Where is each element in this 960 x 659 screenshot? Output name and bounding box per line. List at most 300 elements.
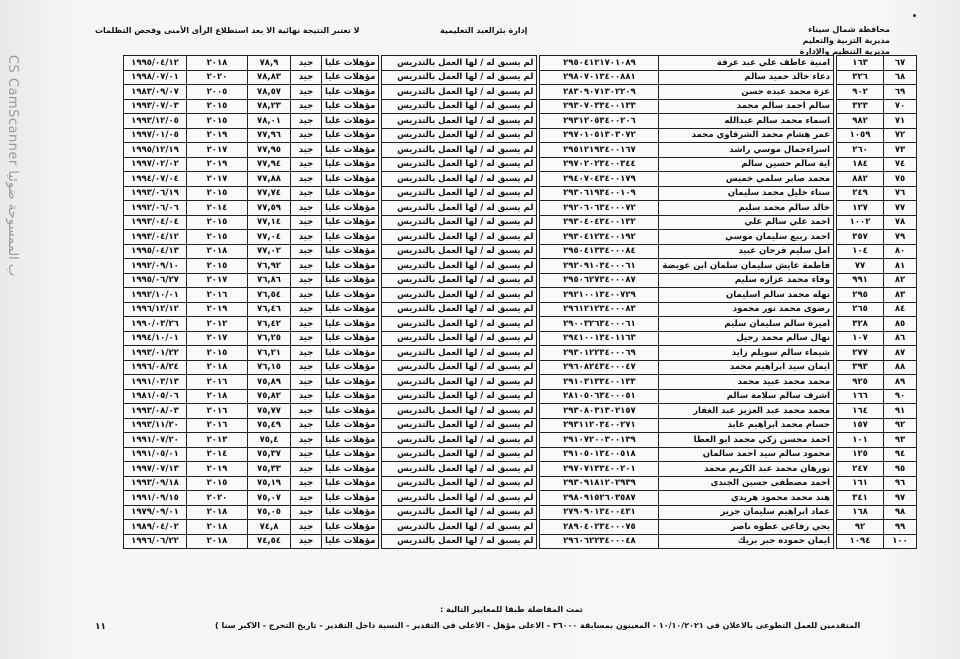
percentage-cell: ٧٧,١٤ — [248, 215, 291, 230]
serial-cell: ٨٨ — [884, 360, 917, 375]
table-row — [124, 447, 917, 462]
code-cell: ١٢٥ — [837, 447, 884, 462]
column-gap — [379, 128, 382, 143]
status-cell: لم يسبق له / لها العمل بالتدريس — [382, 99, 537, 114]
column-gap — [537, 244, 540, 259]
birth-date-cell: ١٩٩١/٠٥/٠١ — [124, 447, 187, 462]
qualification-cell: مؤهلات عليا — [322, 70, 379, 85]
name-cell: ايمان سيد ابراهيم محمد — [659, 360, 834, 375]
graduation-year-cell: ٢٠١٥ — [187, 476, 248, 491]
grade-cell: جيد — [291, 418, 322, 433]
name-cell: حسام محمد ابراهيم عابد — [659, 418, 834, 433]
name-cell: عماد ابراهيم سليمان جرير — [659, 505, 834, 520]
national-id-cell: ٢٩٧٠٢٠٢٣٤٠٠٣٤٤ — [540, 157, 659, 172]
scan-speck — [913, 14, 916, 17]
name-cell: احمد مصطفى حسين الجندى — [659, 476, 834, 491]
percentage-cell: ٧٦,١٥ — [248, 360, 291, 375]
column-gap — [834, 491, 837, 506]
qualification-cell: مؤهلات عليا — [322, 259, 379, 274]
graduation-year-cell: ٢٠١٨ — [187, 244, 248, 259]
name-cell: اميرة سالم سليمان سليم — [659, 317, 834, 332]
graduation-year-cell: ٢٠١٧ — [187, 172, 248, 187]
serial-cell: ٩٩ — [884, 520, 917, 535]
national-id-cell: ٢٩٢٠٦٠٦٣٤٠٠٠٧٢ — [540, 201, 659, 216]
birth-date-cell: ١٩٩٧/٠١/٠٥ — [124, 128, 187, 143]
national-id-cell: ٢٩١٠٣١٣٣٤٠٠١٣٣ — [540, 375, 659, 390]
status-cell: لم يسبق له / لها العمل بالتدريس — [382, 157, 537, 172]
column-gap — [834, 447, 837, 462]
grade-cell: جيد — [291, 70, 322, 85]
serial-cell: ٧٧ — [884, 201, 917, 216]
table-row — [124, 230, 917, 245]
grade-cell: جيد — [291, 462, 322, 477]
status-cell: لم يسبق له / لها العمل بالتدريس — [382, 418, 537, 433]
name-cell: عزة محمد عبده حسن — [659, 85, 834, 100]
status-cell: لم يسبق له / لها العمل بالتدريس — [382, 447, 537, 462]
name-cell: اية سالم حسين سالم — [659, 157, 834, 172]
table-row — [124, 331, 917, 346]
column-gap — [379, 56, 382, 71]
national-id-cell: ٢٩٤٠٧٠٤٣٤٠٠١٧٩ — [540, 172, 659, 187]
column-gap — [537, 447, 540, 462]
column-gap — [834, 389, 837, 404]
qualification-cell: مؤهلات عليا — [322, 375, 379, 390]
grade-cell: جيد — [291, 273, 322, 288]
grade-cell: جيد — [291, 85, 322, 100]
code-cell: ٢٤٧ — [837, 462, 884, 477]
percentage-cell: ٧٦,٢٥ — [248, 331, 291, 346]
graduation-year-cell: ٢٠١٦ — [187, 288, 248, 303]
column-gap — [834, 462, 837, 477]
code-cell: ٣٤١ — [837, 491, 884, 506]
table-row — [124, 288, 917, 303]
table-row — [124, 418, 917, 433]
qualification-cell: مؤهلات عليا — [322, 230, 379, 245]
name-cell: اشرف سالم سلامة سالم — [659, 389, 834, 404]
grade-cell: جيد — [291, 114, 322, 129]
serial-cell: ٧٨ — [884, 215, 917, 230]
column-gap — [537, 520, 540, 535]
code-cell: ١٨٤ — [837, 157, 884, 172]
status-cell: لم يسبق له / لها العمل بالتدريس — [382, 462, 537, 477]
national-id-cell: ٢٩٠٠٣٢٦٣٤٠٠٠٦١ — [540, 317, 659, 332]
column-gap — [537, 491, 540, 506]
national-id-cell: ٢٩٨٠٩١٥٢٦٠٣٥٨٧ — [540, 491, 659, 506]
graduation-year-cell: ٢٠١٤ — [187, 447, 248, 462]
column-gap — [834, 259, 837, 274]
percentage-cell: ٧٥,٣٣ — [248, 462, 291, 477]
status-cell: لم يسبق له / لها العمل بالتدريس — [382, 288, 537, 303]
serial-cell: ١٠٠ — [884, 534, 917, 549]
percentage-cell: ٧٥,٤ — [248, 433, 291, 448]
qualification-cell: مؤهلات عليا — [322, 128, 379, 143]
graduation-year-cell: ٢٠١٦ — [187, 418, 248, 433]
table-row — [124, 389, 917, 404]
column-gap — [537, 143, 540, 158]
graduation-year-cell: ٢٠١٨ — [187, 534, 248, 549]
qualification-cell: مؤهلات عليا — [322, 56, 379, 71]
qualification-cell: مؤهلات عليا — [322, 186, 379, 201]
percentage-cell: ٧٥,٠٧ — [248, 491, 291, 506]
column-gap — [537, 85, 540, 100]
percentage-cell: ٧٦,٢١ — [248, 346, 291, 361]
national-id-cell: ٢٩٣١٢٠٥٣٤٠٠٢٠٦ — [540, 114, 659, 129]
column-gap — [834, 114, 837, 129]
percentage-cell: ٧٦,٨٦ — [248, 273, 291, 288]
birth-date-cell: ١٩٩٧/٠٧/١٣ — [124, 462, 187, 477]
column-gap — [537, 433, 540, 448]
graduation-year-cell: ٢٠١٢ — [187, 317, 248, 332]
column-gap — [537, 389, 540, 404]
column-gap — [834, 99, 837, 114]
name-cell: يحي رفاعي عطوه ناصر — [659, 520, 834, 535]
serial-cell: ٨١ — [884, 259, 917, 274]
serial-cell: ٧٥ — [884, 172, 917, 187]
national-id-cell: ٢٩٣٠٤١٢٣٤٠٠١٩٢ — [540, 230, 659, 245]
status-cell: لم يسبق له / لها العمل بالتدريس — [382, 534, 537, 549]
birth-date-cell: ١٩٩٢/٠٩/١٠ — [124, 259, 187, 274]
code-cell: ١٠١ — [837, 433, 884, 448]
qualification-cell: مؤهلات عليا — [322, 534, 379, 549]
column-gap — [834, 201, 837, 216]
qualification-cell: مؤهلات عليا — [322, 404, 379, 419]
qualification-cell: مؤهلات عليا — [322, 201, 379, 216]
column-gap — [537, 476, 540, 491]
percentage-cell: ٧٧,٨٨ — [248, 172, 291, 187]
table-row — [124, 186, 917, 201]
serial-cell: ٩٠ — [884, 389, 917, 404]
code-cell: ٩٨٢ — [837, 114, 884, 129]
national-id-cell: ٢٩٧٠١٠٥١٣٠٣٠٧٢ — [540, 128, 659, 143]
graduation-year-cell: ٢٠١٣ — [187, 433, 248, 448]
column-gap — [379, 404, 382, 419]
qualification-cell: مؤهلات عليا — [322, 172, 379, 187]
national-id-cell: ٢٩٣١١٢٠٣٤٠٠٢٧١ — [540, 418, 659, 433]
qualification-cell: مؤهلات عليا — [322, 215, 379, 230]
birth-date-cell: ١٩٩٣/٠٦/١٩ — [124, 186, 187, 201]
percentage-cell: ٧٨,٩ — [248, 56, 291, 71]
serial-cell: ٨٩ — [884, 375, 917, 390]
column-gap — [537, 201, 540, 216]
national-id-cell: ٢٩٣٠٤٠٤٣٤٠٠١٣٢ — [540, 215, 659, 230]
column-gap — [537, 346, 540, 361]
table-row — [124, 375, 917, 390]
column-gap — [537, 505, 540, 520]
percentage-cell: ٧٧,٠٢ — [248, 244, 291, 259]
graduation-year-cell: ٢٠١٦ — [187, 375, 248, 390]
graduation-year-cell: ٢٠٢٠ — [187, 491, 248, 506]
table-row — [124, 534, 917, 549]
column-gap — [537, 215, 540, 230]
qualification-cell: مؤهلات عليا — [322, 85, 379, 100]
column-gap — [537, 462, 540, 477]
name-cell: محمد محمد عبد العزيز عبد الغفار — [659, 404, 834, 419]
national-id-cell: ٢٧٩٠٩٠١٣٤٠٠٤٣١ — [540, 505, 659, 520]
percentage-cell: ٧٨,٢٣ — [248, 99, 291, 114]
qualification-cell: مؤهلات عليا — [322, 317, 379, 332]
national-id-cell: ٢٩٢١٠٠١٣٤٠٠٧٢٩ — [540, 288, 659, 303]
birth-date-cell: ١٩٩١/٠٣/١٣ — [124, 375, 187, 390]
column-gap — [379, 143, 382, 158]
column-gap — [834, 346, 837, 361]
name-cell: محمود سالم سيد احمد سالمان — [659, 447, 834, 462]
status-cell: لم يسبق له / لها العمل بالتدريس — [382, 259, 537, 274]
name-cell: محمد محمد عبيد محمد — [659, 375, 834, 390]
graduation-year-cell: ٢٠١٨ — [187, 505, 248, 520]
table-row — [124, 157, 917, 172]
graduation-year-cell: ٢٠١٥ — [187, 186, 248, 201]
column-gap — [834, 404, 837, 419]
code-cell: ١٦٨ — [837, 505, 884, 520]
qualification-cell: مؤهلات عليا — [322, 99, 379, 114]
name-cell: نهال سالم محمد رحيل — [659, 331, 834, 346]
column-gap — [834, 505, 837, 520]
table-row — [124, 462, 917, 477]
grade-cell: جيد — [291, 172, 322, 187]
status-cell: لم يسبق له / لها العمل بالتدريس — [382, 230, 537, 245]
serial-cell: ٧٢ — [884, 128, 917, 143]
percentage-cell: ٧٦,٩٢ — [248, 259, 291, 274]
qualification-cell: مؤهلات عليا — [322, 389, 379, 404]
header-department: إدارة بئرالعبد التعليمية — [440, 26, 528, 35]
column-gap — [379, 273, 382, 288]
percentage-cell: ٧٦,٤٦ — [248, 302, 291, 317]
name-cell: احمد ربيع سليمان موسي — [659, 230, 834, 245]
birth-date-cell: ١٩٩٣/١٢/٠٥ — [124, 114, 187, 129]
column-gap — [379, 186, 382, 201]
page-number: ١١ — [95, 622, 106, 632]
name-cell: دعاء خالد حميد سالم — [659, 70, 834, 85]
grade-cell: جيد — [291, 317, 322, 332]
serial-cell: ٨٣ — [884, 288, 917, 303]
status-cell: لم يسبق له / لها العمل بالتدريس — [382, 85, 537, 100]
serial-cell: ٩١ — [884, 404, 917, 419]
national-id-cell: ٢٩٢٠٩١٠٣٤٠٠٠٦١ — [540, 259, 659, 274]
birth-date-cell: ١٩٩٤/١٠/٠١ — [124, 331, 187, 346]
column-gap — [379, 230, 382, 245]
graduation-year-cell: ٢٠١٩ — [187, 128, 248, 143]
serial-cell: ٧١ — [884, 114, 917, 129]
graduation-year-cell: ٢٠١٨ — [187, 56, 248, 71]
national-id-cell: ٢٩٣٠٧٠٣٣٤٠٠١٣٣ — [540, 99, 659, 114]
graduation-year-cell: ٢٠١٥ — [187, 215, 248, 230]
name-cell: فاطمة عايش سليمان سلمان ابن عويضة — [659, 259, 834, 274]
status-cell: لم يسبق له / لها العمل بالتدريس — [382, 172, 537, 187]
column-gap — [379, 491, 382, 506]
graduation-year-cell: ٢٠٠٥ — [187, 85, 248, 100]
code-cell: ٢٩٥ — [837, 288, 884, 303]
birth-date-cell: ١٩٩٥/٠٦/٢٧ — [124, 273, 187, 288]
column-gap — [537, 172, 540, 187]
birth-date-cell: ١٩٩١/٠٩/١٥ — [124, 491, 187, 506]
qualification-cell: مؤهلات عليا — [322, 433, 379, 448]
column-gap — [834, 302, 837, 317]
serial-cell: ٧٦ — [884, 186, 917, 201]
name-cell: اسراءجمال موسي راشد — [659, 143, 834, 158]
table-row — [124, 491, 917, 506]
serial-cell: ٩٥ — [884, 462, 917, 477]
column-gap — [834, 230, 837, 245]
column-gap — [834, 288, 837, 303]
status-cell: لم يسبق له / لها العمل بالتدريس — [382, 128, 537, 143]
grade-cell: جيد — [291, 244, 322, 259]
column-gap — [537, 534, 540, 549]
grade-cell: جيد — [291, 447, 322, 462]
birth-date-cell: ١٩٩٨/٠٧/٠١ — [124, 70, 187, 85]
code-cell: ١٠٤ — [837, 244, 884, 259]
name-cell: محمد صابر سلمي خميس — [659, 172, 834, 187]
national-id-cell: ٢٩٨٠٧٠١٣٤٠٠٨٨١ — [540, 70, 659, 85]
grade-cell: جيد — [291, 346, 322, 361]
serial-cell: ٧٠ — [884, 99, 917, 114]
name-cell: نهله محمد سالم اسليمان — [659, 288, 834, 303]
grade-cell: جيد — [291, 157, 322, 172]
column-gap — [537, 186, 540, 201]
graduation-year-cell: ٢٠١٨ — [187, 360, 248, 375]
graduation-year-cell: ٢٠١٦ — [187, 404, 248, 419]
code-cell: ٣٩٣ — [837, 360, 884, 375]
code-cell: ٩٢ — [837, 520, 884, 535]
qualification-cell: مؤهلات عليا — [322, 331, 379, 346]
grade-cell: جيد — [291, 389, 322, 404]
header-admin: مديرية التنظيم والإدارة — [799, 47, 890, 56]
grade-cell: جيد — [291, 491, 322, 506]
qualification-cell: مؤهلات عليا — [322, 157, 379, 172]
serial-cell: ٨٤ — [884, 302, 917, 317]
grade-cell: جيد — [291, 520, 322, 535]
birth-date-cell: ١٩٩٣/٠٤/١٢ — [124, 230, 187, 245]
column-gap — [379, 534, 382, 549]
percentage-cell: ٧٥,٤٩ — [248, 418, 291, 433]
qualification-cell: مؤهلات عليا — [322, 520, 379, 535]
status-cell: لم يسبق له / لها العمل بالتدريس — [382, 360, 537, 375]
national-id-cell: ٢٩٦١٢١٢٣٤٠٠٠٨٣ — [540, 302, 659, 317]
column-gap — [834, 56, 837, 71]
column-gap — [379, 244, 382, 259]
table-row — [124, 85, 917, 100]
column-gap — [537, 230, 540, 245]
qualification-cell: مؤهلات عليا — [322, 462, 379, 477]
code-cell: ١٦٣ — [837, 56, 884, 71]
column-gap — [379, 375, 382, 390]
table-row — [124, 143, 917, 158]
birth-date-cell: ١٩٩٥/٠٤/١٣ — [124, 244, 187, 259]
grade-cell: جيد — [291, 476, 322, 491]
serial-cell: ٨٥ — [884, 317, 917, 332]
serial-cell: ٦٧ — [884, 56, 917, 71]
table-row — [124, 273, 917, 288]
table-row — [124, 433, 917, 448]
column-gap — [834, 476, 837, 491]
name-cell: عمر هشام محمد الشرقاوي محمد — [659, 128, 834, 143]
percentage-cell: ٧٧,٩٦ — [248, 128, 291, 143]
name-cell: امل سليم فرحان عبيد — [659, 244, 834, 259]
table-row — [124, 404, 917, 419]
candidates-table — [123, 55, 917, 549]
national-id-cell: ٢٩٣٠٨٠٣١٣٠٢١٥٧ — [540, 404, 659, 419]
percentage-cell: ٧٥,١٩ — [248, 476, 291, 491]
name-cell: ايمان حموده جبر بريك — [659, 534, 834, 549]
column-gap — [537, 331, 540, 346]
name-cell: شيماء سالم سويلم زايد — [659, 346, 834, 361]
column-gap — [379, 114, 382, 129]
column-gap — [537, 418, 540, 433]
percentage-cell: ٧٧,٩٤ — [248, 157, 291, 172]
column-gap — [834, 128, 837, 143]
status-cell: لم يسبق له / لها العمل بالتدريس — [382, 317, 537, 332]
birth-date-cell: ١٩٨٩/٠٤/٠٢ — [124, 520, 187, 535]
code-cell: ٣٢٣ — [837, 99, 884, 114]
code-cell: ١٦٤ — [837, 404, 884, 419]
column-gap — [834, 143, 837, 158]
qualification-cell: مؤهلات عليا — [322, 447, 379, 462]
graduation-year-cell: ٢٠٢٠ — [187, 70, 248, 85]
birth-date-cell: ١٩٩٣/٠٩/١٨ — [124, 476, 187, 491]
table-row — [124, 346, 917, 361]
serial-cell: ٩٨ — [884, 505, 917, 520]
national-id-cell: ٢٩٤١٠٠١٣٤٠١١٦٣ — [540, 331, 659, 346]
national-id-cell: ٢٩٣٠١٢٢٣٤٠٠٠٦٩ — [540, 346, 659, 361]
status-cell: لم يسبق له / لها العمل بالتدريس — [382, 331, 537, 346]
name-cell: احمد محسن زكي محمد ابو العطا — [659, 433, 834, 448]
qualification-cell: مؤهلات عليا — [322, 273, 379, 288]
table-row — [124, 520, 917, 535]
column-gap — [537, 259, 540, 274]
grade-cell: جيد — [291, 331, 322, 346]
status-cell: لم يسبق له / لها العمل بالتدريس — [382, 143, 537, 158]
code-cell: ١٢٧ — [837, 201, 884, 216]
column-gap — [379, 346, 382, 361]
percentage-cell: ٧٥,٨٢ — [248, 389, 291, 404]
column-gap — [379, 433, 382, 448]
qualification-cell: مؤهلات عليا — [322, 302, 379, 317]
column-gap — [834, 186, 837, 201]
birth-date-cell: ١٩٩٦/٠٦/٢٢ — [124, 534, 187, 549]
code-cell: ١٦١ — [837, 476, 884, 491]
grade-cell: جيد — [291, 288, 322, 303]
grade-cell: جيد — [291, 215, 322, 230]
serial-cell: ٧٣ — [884, 143, 917, 158]
code-cell: ٢٤٩ — [837, 186, 884, 201]
code-cell: ٨٨٢ — [837, 172, 884, 187]
name-cell: سالم احمد سالم محمد — [659, 99, 834, 114]
graduation-year-cell: ٢٠١٨ — [187, 520, 248, 535]
column-gap — [537, 375, 540, 390]
serial-cell: ٩٤ — [884, 447, 917, 462]
birth-date-cell: ١٩٨٣/٠٩/٠٧ — [124, 85, 187, 100]
column-gap — [379, 172, 382, 187]
graduation-year-cell: ٢٠١٩ — [187, 302, 248, 317]
column-gap — [379, 389, 382, 404]
code-cell: ١٠٧ — [837, 331, 884, 346]
column-gap — [379, 201, 382, 216]
status-cell: لم يسبق له / لها العمل بالتدريس — [382, 201, 537, 216]
column-gap — [834, 244, 837, 259]
table-row — [124, 476, 917, 491]
birth-date-cell: ١٩٩٣/١١/٢٠ — [124, 418, 187, 433]
birth-date-cell: ١٩٩٢/١٠/٠١ — [124, 288, 187, 303]
status-cell: لم يسبق له / لها العمل بالتدريس — [382, 273, 537, 288]
birth-date-cell: ١٩٩٥/١٢/١٩ — [124, 143, 187, 158]
status-cell: لم يسبق له / لها العمل بالتدريس — [382, 56, 537, 71]
graduation-year-cell: ٢٠١٥ — [187, 230, 248, 245]
name-cell: هند محمد محمود هريدي — [659, 491, 834, 506]
column-gap — [834, 215, 837, 230]
code-cell: ٧٧ — [837, 259, 884, 274]
column-gap — [537, 157, 540, 172]
code-cell: ١٠٥٩ — [837, 128, 884, 143]
serial-cell: ٩٢ — [884, 418, 917, 433]
